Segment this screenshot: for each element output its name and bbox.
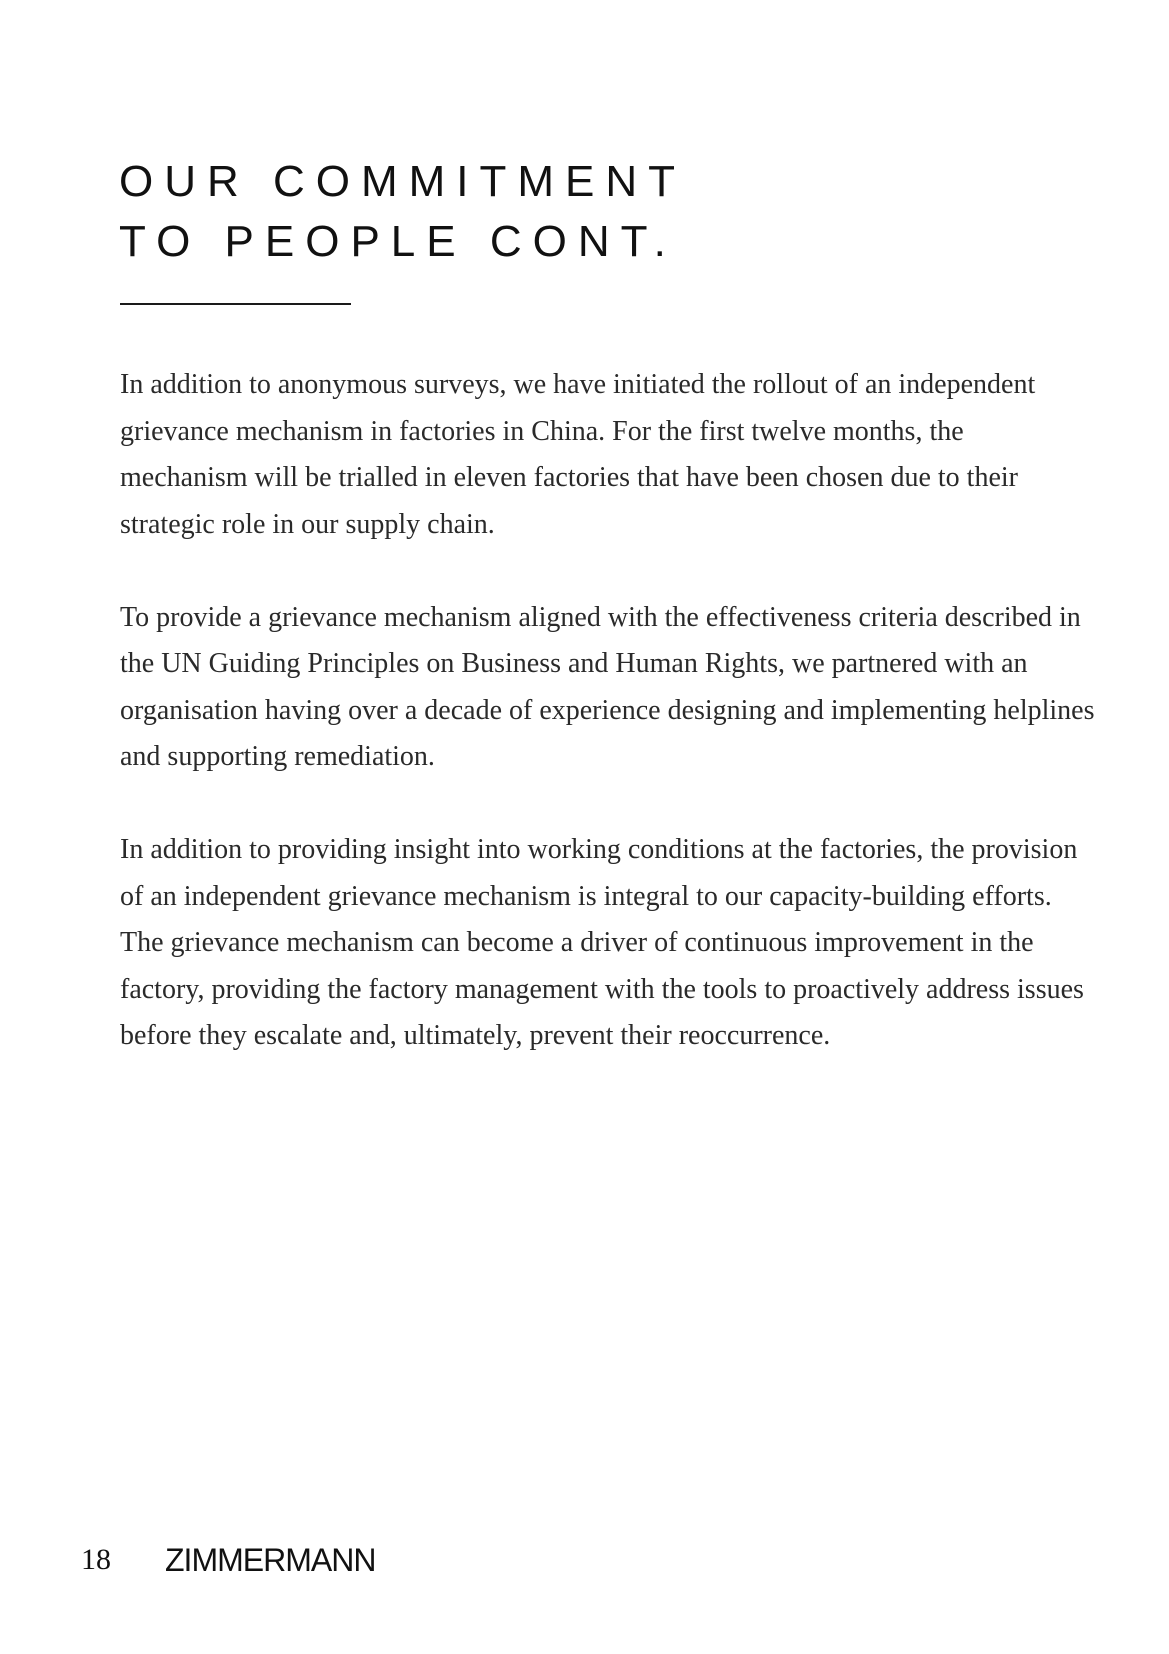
brand-logo: ZIMMERMANN xyxy=(165,1542,376,1578)
page-title xyxy=(119,152,686,272)
page-title-line-1: OUR COMMITMENT xyxy=(119,157,687,206)
paragraph-1: In addition to anonymous surveys, we have initiated the rollout of an independent grievance mechanism in factories in China. For the first twelve months, the mechanism will be trialled in eleven factories that have been chosen due to their strategic role in our supply chain. xyxy=(120,369,1036,540)
page-number: 18 xyxy=(81,1543,111,1576)
paragraph-3: In addition to providing insight into working conditions at the factories, the provision of an independent grievance mechanism is integral to our capacity-building efforts. The grievance mechanism can become a driver of continuous improvement in the factory, providing the factory management with the tools to proactively address issues before they escalate and, ultimately, prevent their reoccurrence. xyxy=(120,834,1084,1051)
title-divider xyxy=(120,303,351,305)
body-text xyxy=(120,362,1095,1106)
page-title-line-2: TO PEOPLE CONT. xyxy=(119,217,677,266)
paragraph-2: To provide a grievance mechanism aligned with the effectiveness criteria described in the UN Guiding Principles on Business and Human Rights, we partnered with an organisation having over a decade of experience designing and implementing helplines and supporting remediation. xyxy=(120,601,1095,772)
